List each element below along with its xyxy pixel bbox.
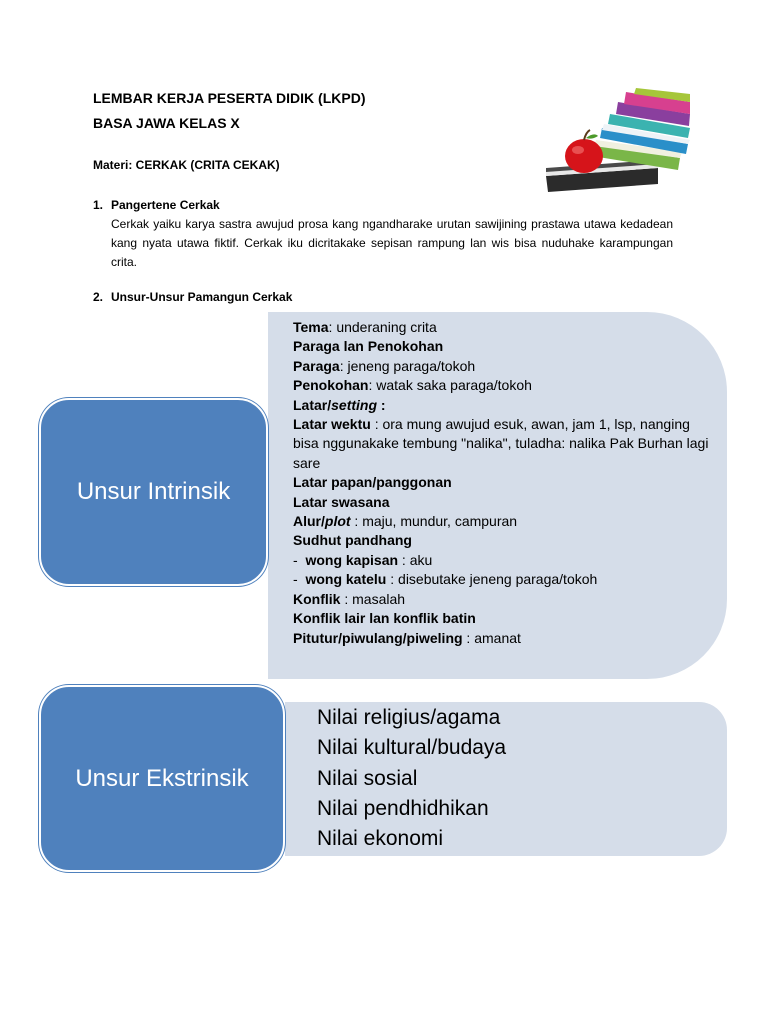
paraga-line: Paraga: jeneng paraga/tokoh	[293, 357, 476, 374]
section-1-title: Pangertene Cerkak	[111, 198, 220, 212]
sudhut-pandhang-heading: Sudhut pandhang	[293, 532, 412, 549]
worksheet-subtitle: BASA JAWA KELAS X	[93, 115, 240, 131]
intrinsik-label: Unsur Intrinsik	[76, 478, 231, 505]
ekstrinsik-label-box	[39, 685, 285, 872]
section-1-number: 1.	[93, 198, 104, 212]
section-2-title: Unsur-Unsur Pamangun Cerkak	[111, 290, 293, 304]
ekstrinsik-item: Nilai religius/agama	[317, 706, 501, 729]
section-2-heading	[93, 290, 292, 304]
latar-heading: Latar/setting :	[293, 396, 386, 413]
penokohan-line: Penokohan: watak saka paraga/tokoh	[293, 377, 532, 394]
latar-papan-line: Latar papan/panggonan	[293, 474, 452, 491]
alur-line: Alur/plot : maju, mundur, campuran	[293, 513, 518, 530]
latar-wektu-line: Latar wektu : ora mung awujud esuk, awan, jam 1, lsp, nanging bisa nggunakake tembung "nalika", tuladha: nalika Pak Burhan lagi sare	[293, 416, 709, 471]
ekstrinsik-list	[317, 703, 506, 854]
materi-label: Materi: CERKAK (CRITA CEKAK)	[93, 158, 280, 172]
section-1-heading	[93, 198, 220, 212]
worksheet-title: LEMBAR KERJA PESERTA DIDIK (LKPD)	[93, 90, 366, 106]
books-apple-illustration	[540, 88, 692, 196]
latar-swasana-line: Latar swasana	[293, 493, 390, 510]
tema-line: Tema: underaning crita	[293, 319, 437, 335]
wong-kapisan-line: - wong kapisan : aku	[293, 551, 433, 568]
paraga-heading: Paraga lan Penokohan	[293, 338, 444, 355]
ekstrinsik-item: Nilai pendhidhikan	[317, 796, 489, 820]
ekstrinsik-item: Nilai ekonomi	[317, 827, 444, 851]
pitutur-line: Pitutur/piwulang/piweling : amanat	[293, 629, 521, 646]
wong-katelu-line: - wong katelu : disebutake jeneng paraga/tokoh	[293, 571, 598, 588]
section-2-number: 2.	[93, 290, 104, 304]
intrinsik-label-box	[39, 398, 268, 586]
ekstrinsik-label: Unsur Ekstrinsik	[75, 764, 249, 792]
section-1-paragraph: Cerkak yaiku karya sastra awujud prosa kang ngandharake urutan sawijining prastawa utawa kedadean kang nyata utawa fiktif. Cerkak iku dicritakake sepisan rampung lan wis bisa nuduhake karampungan crita.	[111, 217, 673, 269]
intrinsik-list	[293, 318, 713, 648]
konflik-line: Konflik : masalah	[293, 590, 406, 607]
ekstrinsik-item: Nilai kultural/budaya	[317, 736, 507, 760]
ekstrinsik-item: Nilai sosial	[317, 766, 418, 790]
konflik-lair-batin-line: Konflik lair lan konflik batin	[293, 610, 476, 627]
